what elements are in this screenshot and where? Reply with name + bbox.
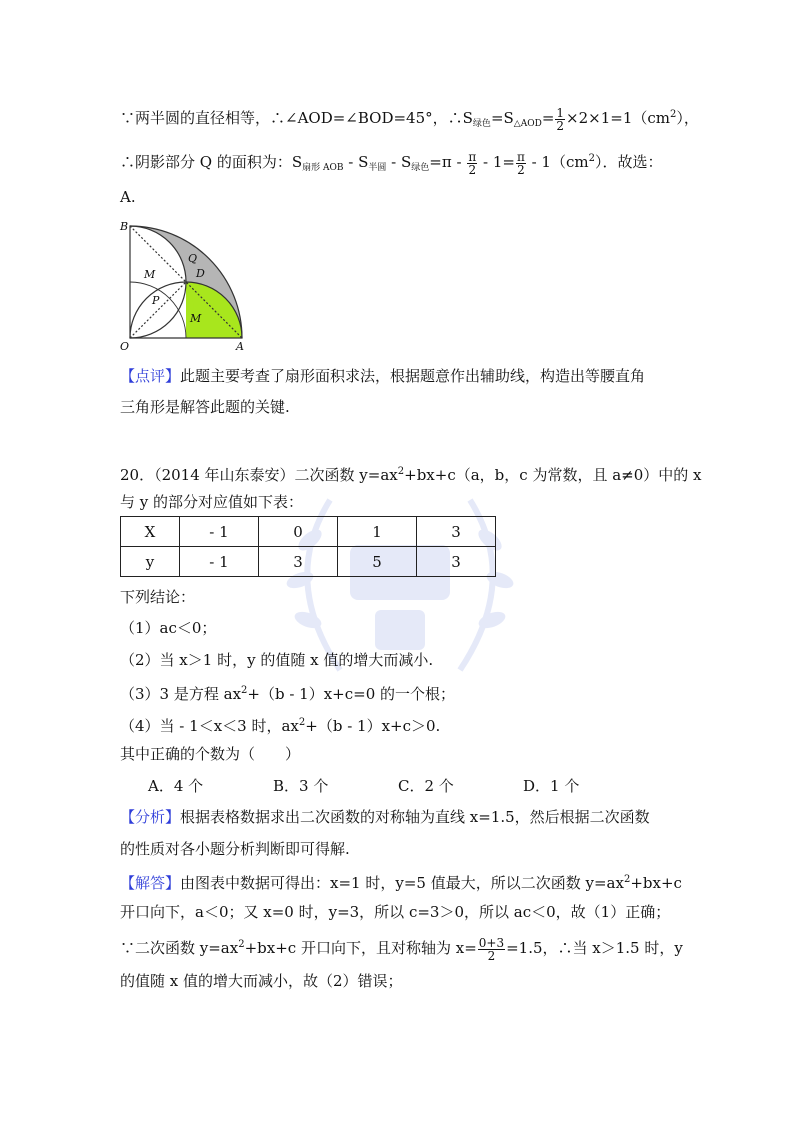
answer-line-2: 开口向下，a＜0；又 x=0 时，y=3，所以 c=3＞0，所以 ac＜0，故（1）正确； [120,903,671,921]
label-d: D [196,267,205,280]
fraction-numerator: 0+3 [478,935,505,950]
table-cell: y [121,547,180,577]
question-20-line-2: 与 y 的部分对应值如下表： [120,493,304,511]
solution-line-2 [120,148,663,179]
conclusion-1: （1）ac＜0； [120,619,217,637]
subscript: 绿色 [472,119,491,129]
superscript: 2 [397,466,405,477]
superscript: 2 [241,685,248,696]
fraction-one-half [555,107,565,132]
superscript: 2 [588,153,595,164]
question-20-line-1 [120,461,702,486]
text-segment: ∵两半圆的直径相等，∴∠AOD=∠BOD=45°，∴S [120,109,473,127]
text-segment: =π - [429,153,467,171]
fraction-pi-half [516,151,526,176]
text-segment: ）， [676,109,699,127]
question-ask: 其中正确的个数为（ ） [120,745,301,763]
text-segment: = [541,109,555,127]
text-segment: 20．（2014 年山东泰安）二次函数 y=ax [120,466,398,484]
subscript: △AOD [513,119,542,129]
text-segment: - 1= [478,153,515,171]
label-q: Q [188,252,198,265]
conclusions-heading: 下列结论： [120,588,196,606]
table-row [121,547,496,577]
table-cell: X [121,517,180,547]
conclusion-4 [120,712,440,737]
conclusion-3 [120,680,455,705]
text-segment: +（b - 1）x+c=0 的一个根； [247,685,456,703]
conclusion-2: （2）当 x＞1 时，y 的值随 x 值的增大而减小. [120,651,434,669]
fraction-pi-half [467,151,477,176]
table-cell: 1 [338,517,417,547]
text-segment: 此题主要考查了扇形面积求法，根据题意作出辅助线，构造出等腰直角 [180,367,646,385]
text-segment: +bx+c 开口向下，且对称轴为 x= [244,939,477,957]
table-cell: 3 [417,517,496,547]
option-d: D．1 个 [523,777,580,795]
text-segment: ）．故选： [594,153,663,171]
comment-tag: 【点评】 [120,367,181,385]
comment-line-1 [120,365,645,387]
answer-line-4: 的值随 x 值的增大而减小，故（2）错误； [120,972,403,990]
fraction-numerator: π [468,149,477,164]
text-segment: +（b - 1）x+c＞0. [305,717,441,735]
text-segment: ∴阴影部分 Q 的面积为：S [120,153,303,171]
table-cell: 3 [417,547,496,577]
analysis-line-2: 的性质对各小题分析判断即可得解. [120,840,350,858]
subscript: 绿色 [411,163,430,173]
subscript: 扇形 AOB [302,163,344,173]
comment-line-2: 三角形是解答此题的关键. [120,398,290,416]
fraction-denominator: 2 [487,948,496,963]
superscript: 2 [623,874,631,885]
fraction-numerator: 1 [556,105,565,120]
text-segment: ∵二次函数 y=ax [120,939,239,957]
text-segment: - S [386,153,412,171]
table-cell: 0 [259,517,338,547]
solution-line-1 [120,104,699,135]
geometry-figure [118,218,253,353]
options-row [148,775,648,797]
answer-line-1 [120,869,682,894]
label-a: A [236,340,244,353]
answer-choice: A. [120,188,136,206]
superscript: 2 [670,109,677,120]
text-segment: =1.5，∴当 x＞1.5 时，y [506,939,683,957]
fraction-denominator: 2 [468,162,477,177]
option-c: C．2 个 [398,777,454,795]
table-row [121,517,496,547]
table-cell: - 1 [180,547,259,577]
text-segment: （3）3 是方程 ax [120,685,242,703]
analysis-tag: 【分析】 [120,808,181,826]
fraction-numerator: π [516,149,525,164]
text-segment: - 1（cm [526,153,589,171]
option-a: A．4 个 [148,777,204,795]
subscript: 半圆 [368,163,387,173]
table-cell: - 1 [180,517,259,547]
text-segment: =S [490,109,514,127]
text-segment: 根据表格数据求出二次函数的对称轴为直线 x=1.5，然后根据二次函数 [180,808,650,826]
text-segment: 由图表中数据可得出：x=1 时，y=5 值最大，所以二次函数 y=ax [180,874,624,892]
label-m-lower: M [190,312,202,325]
text-segment: ×2×1=1（cm [566,109,670,127]
option-b: B．3 个 [273,777,329,795]
table-cell: 5 [338,547,417,577]
superscript: 2 [298,717,306,728]
answer-tag: 【解答】 [120,874,181,892]
table-cell: 3 [259,547,338,577]
fraction-denominator: 2 [517,162,525,177]
label-b: B [120,220,129,233]
label-o: O [120,340,130,353]
text-segment: +bx+c [630,874,682,892]
text-segment: - S [343,153,369,171]
label-m-upper: M [144,268,156,281]
text-segment: （4）当 - 1＜x＜3 时，ax [120,717,299,735]
text-segment: +bx+c（a，b，c 为常数，且 a≠0）中的 x [404,466,702,484]
superscript: 2 [238,939,245,950]
analysis-line-1 [120,806,650,828]
answer-line-3 [120,934,683,962]
label-p: P [152,294,160,307]
fraction-denominator: 2 [556,118,565,133]
value-table [120,516,496,577]
fraction-symmetry-axis [478,937,505,962]
